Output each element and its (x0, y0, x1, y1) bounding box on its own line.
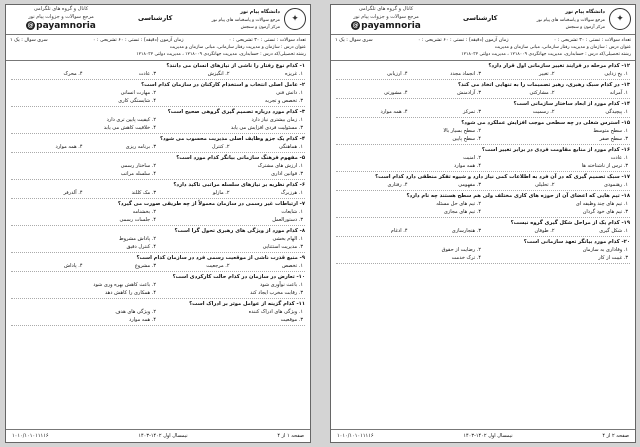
answer-option: ۴. آلدرفر (63, 190, 83, 196)
question-item (11, 299, 305, 326)
answer-option: ۱. الهام بخشی (272, 236, 303, 242)
answer-option: ۴. محرک (63, 71, 83, 77)
question-text: ۱- کدام نوع رفتار را ناشی از نیازهای انسان می دانند؟ (166, 63, 305, 69)
answer-option: ۲. انگیزش (207, 71, 230, 77)
course-title: عنوان درس : سازمان و مدیریت رفتار سازمانی، مبانی سازمان و مدیریت (169, 45, 306, 50)
answer-option: ۳. مدیریت استثنایی (262, 244, 303, 250)
question-item (336, 99, 630, 118)
answer-option: ۱. شایعات (281, 209, 303, 215)
university-logo-block (511, 8, 631, 32)
center-name: مرجع سوالات و پاسخنامه های پیام نور (211, 18, 280, 23)
answer-option: ۲. امنیت (463, 155, 481, 161)
answer-option: ۱. ویژگی های ادراک کننده (248, 309, 303, 315)
answer-option: ۴. مشورتی (383, 90, 408, 96)
answer-option: ۳. غیبت از کار (598, 255, 628, 261)
exam-duration: زمان آزمون (دقیقه) : تستی : ۶۰ تشریحی : ۰ (417, 38, 509, 43)
question-item (336, 80, 630, 99)
answer-option: ۱. آمرانه (609, 90, 628, 96)
answer-option: ۴. خلاقیت کاهش می یابد (103, 125, 156, 131)
answer-option: ۳. تخصص و تجربه (265, 98, 303, 104)
question-item (11, 180, 305, 199)
page-header (331, 5, 635, 35)
answer-option: ۳. موقعیت (280, 317, 303, 323)
page-header (6, 5, 310, 35)
answer-option: ۳. مسئولیت فردی افزایش می یابد (230, 125, 303, 131)
page-footer (6, 429, 310, 442)
brand-line-1: کانال و گروه های تلگرامی (33, 6, 89, 12)
question-text: ۱۲- کدام مرحله در فرایند تغییر سازمانی اول قرار دارد؟ (488, 63, 630, 69)
answer-option: ۱. ارزش های مشترک (257, 163, 303, 169)
answer-options (336, 70, 630, 78)
answer-option: ۳. دستورالعمل (272, 217, 303, 223)
question-item (336, 218, 630, 237)
question-series: سری سوال : یک ۱ (10, 38, 48, 43)
question-text: ۱۳- در کدام سبک رهبری، رهبر تصمیمات را به تنهایی اتخاذ می کند؟ (458, 82, 630, 88)
question-item (11, 153, 305, 180)
question-item (11, 80, 305, 107)
answer-option: ۴. ادغام (390, 228, 408, 234)
answer-option: ۳. قوانین اداری (271, 171, 303, 177)
question-text: ۴- کدام یک جزو وظایف اصلی مدیریت محسوب می شود؟ (160, 136, 305, 142)
answer-option: ۴. پاداش (63, 263, 83, 269)
question-count: تعداد سوالات : تستی : ۳۰ تشریحی : ۰ (553, 38, 631, 43)
brand-logo (11, 21, 111, 31)
answer-options (336, 108, 630, 116)
answer-options (11, 235, 305, 251)
answer-option: ۱. هرزبرگ (280, 190, 303, 196)
question-count: تعداد سوالات : تستی : ۳۰ تشریحی : ۰ (228, 38, 306, 43)
answer-option: ۱. شکل گیری (599, 228, 628, 234)
answer-option: ۲. مشارکتی (529, 90, 555, 96)
answer-option: ۳. برنامه ریزی (125, 144, 156, 150)
center-name: مرجع سوالات و پاسخنامه های پیام نور (536, 18, 605, 23)
question-item (336, 191, 630, 218)
answer-option: ۱. وفاداری به سازمان (582, 247, 628, 253)
question-text: ۲۰- کدام مورد بیانگر تعهد سازمانی است؟ (523, 239, 630, 245)
answer-option: ۱. تیم های چند وظیفه ای (575, 201, 628, 207)
degree-level: کارشناسی (138, 14, 173, 22)
answer-option: ۴. همکاری را کاهش دهد (105, 290, 156, 296)
answer-option: ۳. هنجارسازی (451, 228, 481, 234)
answer-option: ۲. باعث کاهش بهره وری شود (93, 282, 156, 288)
answer-options (11, 308, 305, 324)
answer-option: ۱. زمان بیشتری نیاز دارد (251, 117, 303, 123)
answer-option: ۴. همه موارد (454, 163, 481, 169)
meta-row (335, 37, 631, 44)
answer-option: ۱. هماهنگی (279, 144, 303, 150)
answer-option: ۲. ویژگی های هدف (115, 309, 156, 315)
brand-line-1: کانال و گروه های تلگرامی (358, 6, 414, 12)
question-list (6, 61, 310, 326)
answer-option: ۱. باعث نوآوری شود (260, 282, 303, 288)
answer-option: ۱. رهنمودی (603, 182, 628, 188)
answer-options (336, 200, 630, 216)
question-item (336, 172, 630, 191)
answer-option: ۲. مازلو (212, 190, 230, 196)
answer-option: ۴. جلسات رسمی (119, 217, 156, 223)
answer-option: ۳. انجماد مجدد (450, 71, 481, 77)
brand-line-2: مرجع سوالات و جزوات پیام نور (353, 14, 419, 20)
answer-options (336, 227, 630, 235)
exam-meta (331, 35, 635, 61)
answer-option: ۲. تغییر (539, 71, 555, 77)
brand-logo (336, 21, 436, 31)
exam-code: ۱۰۱۰/۱۰۱۰۱۱۱۱۶ (337, 433, 374, 439)
answer-option: ۲. رسمیت (532, 109, 555, 115)
university-emblem-icon: ✦ (609, 8, 631, 30)
answer-options (336, 154, 630, 170)
question-text: ۱۷- سبک تصمیم گیری که در آن فرد به اطلاعات کمی نیاز دارد و شیوه تفکر منطقی دارد کدام است؟ (375, 174, 630, 180)
answer-option: ۲. کنترل (211, 144, 230, 150)
answer-option: ۱. غریزه (284, 71, 303, 77)
answer-options (11, 262, 305, 270)
answer-options (11, 208, 305, 224)
center-subtitle: مرکز آزمون و سنجش (240, 25, 280, 30)
answer-option: ۲. تیم های حل مسئله (436, 201, 481, 207)
question-item (336, 118, 630, 145)
answer-options (336, 246, 630, 262)
question-text: ۱۵- استرس شغلی در چه سطحی موجب افزایش عملکرد می شود؟ (461, 120, 630, 126)
university-emblem-icon: ✦ (284, 8, 306, 30)
question-item (336, 61, 630, 80)
answer-option: ۳. تیم های خود گردان (582, 209, 628, 215)
answer-option: ۲. بخشنامه (132, 209, 156, 215)
meta-row (10, 37, 306, 44)
course-field: رشته تحصیلی/کد درس : حسابداری، مدیریت جهانگردی ۱۲۱۸۰۰۹ ، مدیریت دولتی ۱۲۱۸۰۳۲ (461, 52, 631, 57)
answer-option: ۴. ترک خدمت (451, 255, 481, 261)
question-text: ۱۰- تعارض در سازمان در کدام حالت کارکردی است؟ (172, 274, 305, 280)
question-item (11, 107, 305, 134)
answer-option: ۱. تخصص (282, 263, 303, 269)
exam-code: ۱۰۱۰/۱۰۱۰۱۱۱۱۶ (12, 433, 49, 439)
answer-options (11, 89, 305, 105)
brand-logo-text: payamnoria (36, 21, 96, 31)
answer-option: ۲. رضایت از حقوق (441, 247, 481, 253)
question-item (336, 145, 630, 172)
answer-option: ۲. ساختار رسمی (120, 163, 156, 169)
answer-option: ۳. مفهومی (458, 182, 481, 188)
at-icon: @ (352, 22, 359, 29)
exam-meta (6, 35, 310, 61)
answer-option: ۴. رفتاری (387, 182, 408, 188)
question-item (11, 226, 305, 253)
question-item (11, 199, 305, 226)
brand-block (336, 6, 436, 34)
answer-option: ۴. همه موارد (380, 109, 408, 115)
question-list (331, 61, 635, 264)
answer-option: ۴. همه موارد (129, 317, 156, 323)
answer-option: ۴. سطح پایین (452, 136, 481, 142)
brand-block (11, 6, 111, 34)
brand-logo-text: payamnoria (361, 21, 421, 31)
question-text: ۹- منبع قدرت ناشی از موقعیت رسمی فرد در سازمان کدام است؟ (136, 255, 305, 261)
question-item (11, 272, 305, 299)
answer-option: ۱. یخ زدایی (604, 71, 628, 77)
question-text: ۶- کدام نظریه بر نیازهای سلسله مراتبی تاکید دارد؟ (173, 182, 305, 188)
at-icon: @ (27, 22, 34, 29)
page-footer (331, 429, 635, 442)
semester: نیمسال اول ۱۴۰۲-۱۴۰۳ (463, 433, 513, 439)
page-number: صفحه ۲ از ۴ (602, 433, 629, 439)
question-text: ۲- عامل اصلی انتخاب و استخدام کارکنان در سازمان کدام است؟ (141, 82, 305, 88)
question-text: ۱۶- کدام مورد از منابع مقاومت فردی در برابر تغییر است؟ (481, 147, 630, 153)
brand-line-2: مرجع سوالات و جزوات پیام نور (28, 14, 94, 20)
answer-option: ۳. آزادمنش (457, 90, 481, 96)
answer-option: ۳. مشروع (134, 263, 156, 269)
answer-option: ۳. تمرکز (462, 109, 481, 115)
answer-option: ۴. ارزیابی (386, 71, 408, 77)
answer-option: ۴. شایستگی کاری (118, 98, 156, 104)
answer-option: ۲. سطح بسیار بالا (443, 128, 481, 134)
university-name: دانشگاه پیام نور (240, 9, 280, 15)
question-item (336, 237, 630, 264)
answer-option: ۱. پیچیدگی (605, 109, 628, 115)
exam-page-right (330, 4, 636, 443)
degree-level: کارشناسی (463, 14, 498, 22)
question-text: ۸- کدام مورد از ویژگی های رهبری تحول گرا است؟ (174, 228, 305, 234)
answer-option: ۲. تحلیلی (535, 182, 555, 188)
answer-options (336, 89, 630, 97)
answer-options (11, 162, 305, 178)
answer-options (11, 143, 305, 151)
answer-option: ۴. کنترل دقیق (126, 244, 156, 250)
question-item (11, 253, 305, 272)
answer-option: ۲. طوفان (534, 228, 555, 234)
answer-option: ۴. تیم های مجازی (443, 209, 481, 215)
answer-option: ۲. مهارت انسانی (120, 90, 156, 96)
question-text: ۱۴- کدام مورد از ابعاد ساختار سازمانی است؟ (513, 101, 630, 107)
question-text: ۳- کدام مورد درباره تصمیم گیری گروهی صحیح است؟ (167, 109, 305, 115)
page-number: صفحه ۱ از ۴ (277, 433, 304, 439)
answer-option: ۳. عادت (138, 71, 156, 77)
university-name: دانشگاه پیام نور (565, 9, 605, 15)
center-subtitle: مرکز آزمون و سنجش (565, 25, 605, 30)
question-text: ۱۸- تیم هایی که اعضای آن از حوزه های کاری مختلف ولی هم سطح هستند چه نام دارد؟ (406, 193, 630, 199)
answer-option: ۳. ترس از ناشناخته ها (581, 163, 628, 169)
answer-option: ۱. عادت (610, 155, 628, 161)
question-text: ۱۹- کدام یک از مراحل شکل گیری گروه نیست؟ (510, 220, 630, 226)
answer-options (336, 181, 630, 189)
semester: نیمسال اول ۱۴۰۲-۱۴۰۳ (138, 433, 188, 439)
answer-options (11, 189, 305, 197)
answer-option: ۱. سطح متوسط (593, 128, 628, 134)
answer-options (336, 127, 630, 143)
answer-option: ۲. پاداش مشروط (118, 236, 156, 242)
answer-option: ۳. مک کللند (131, 190, 156, 196)
question-item (11, 134, 305, 153)
answer-options (11, 281, 305, 297)
answer-option: ۲. کیفیت پایین تری دارد (106, 117, 156, 123)
answer-option: ۳. سطح صفر (599, 136, 628, 142)
answer-option: ۱. دانش فنی (276, 90, 303, 96)
course-title: عنوان درس : سازمان و مدیریت رفتار سازمانی، مبانی سازمان و مدیریت (494, 45, 631, 50)
exam-duration: زمان آزمون (دقیقه) : تستی : ۶۰ تشریحی : ۰ (92, 38, 184, 43)
question-text: ۷- ارتباطات غیر رسمی در سازمان معمولاً از چه طریقی صورت می گیرد؟ (117, 201, 305, 207)
answer-option: ۳. رقابت مخرب ایجاد کند (250, 290, 303, 296)
answer-option: ۲. مرجعیت (206, 263, 230, 269)
question-series: سری سوال : یک ۱ (335, 38, 373, 43)
answer-option: ۴. همه موارد (55, 144, 83, 150)
question-item (11, 61, 305, 80)
answer-options (11, 70, 305, 78)
question-text: ۵- مفهوم فرهنگ سازمانی بیانگر کدام مورد است؟ (176, 155, 305, 161)
course-field: رشته تحصیلی/کد درس : حسابداری، مدیریت جهانگردی ۱۲۱۸۰۰۹ ، مدیریت دولتی ۱۲۱۸۰۳۲ (136, 52, 306, 57)
answer-option: ۴. سلسله مراتب (120, 171, 156, 177)
university-logo-block (186, 8, 306, 32)
question-text: ۱۱- کدام گزینه از عوامل موثر بر ادراک است؟ (189, 301, 305, 307)
exam-page-left (5, 4, 311, 443)
answer-options (11, 116, 305, 132)
